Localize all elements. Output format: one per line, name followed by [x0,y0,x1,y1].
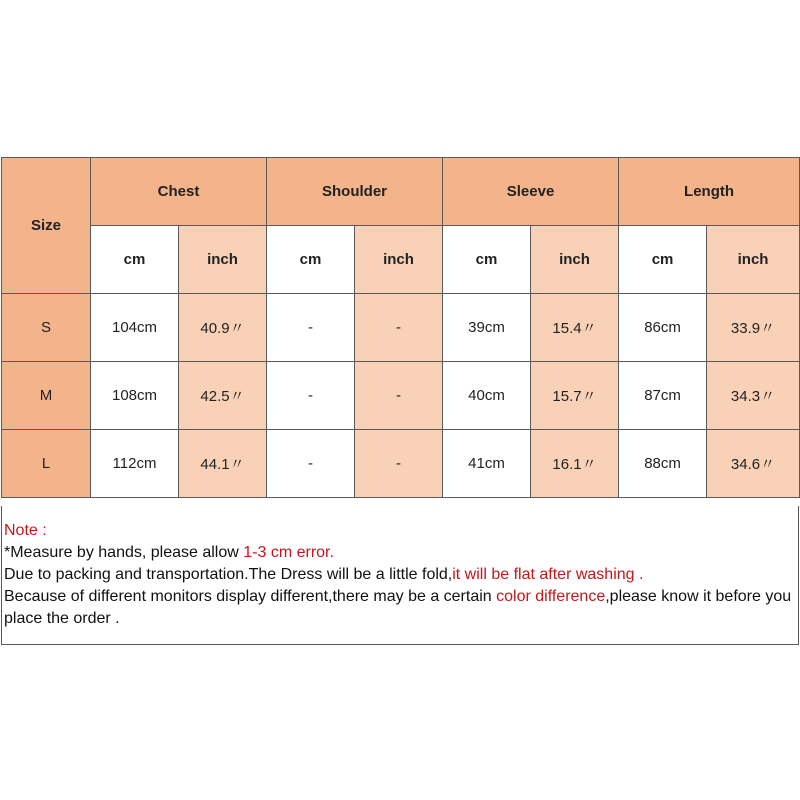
group-header-row [2,158,800,226]
table-row [2,430,800,498]
note-title-text: Note : [4,522,47,539]
note-highlight: it will be flat after washing . [452,566,644,583]
unit-header-row [2,226,800,294]
chest-cm-cell: 112cm [91,430,179,498]
length-cm-cell: 88cm [619,430,707,498]
chest-inch-cell: 42.5〃 [179,362,267,430]
sleeve-cm-cell: 40cm [443,362,531,430]
notes-box [1,506,799,645]
note-text: ,please know it before you place the order . [4,588,792,627]
note-line-measure [4,542,798,564]
chest-inch-cell: 40.9〃 [179,294,267,362]
unit-header-cm: cm [619,226,707,294]
unit-header-cm: cm [443,226,531,294]
unit-header-inch: inch [707,226,800,294]
size-label: M [2,362,91,430]
chest-cm-cell: 108cm [91,362,179,430]
chest-header: Chest [91,158,267,226]
sleeve-cm-cell: 41cm [443,430,531,498]
length-cm-cell: 86cm [619,294,707,362]
note-line-packing [4,564,798,586]
sleeve-inch-cell: 16.1〃 [531,430,619,498]
note-text: Due to packing and transportation.The Dress will be a little fold, [4,566,453,583]
size-chart-table [1,157,800,498]
note-line-monitor [4,586,798,630]
note-text: Because of different monitors display different,there may be a certain [4,588,497,605]
shoulder-inch-cell: - [355,362,443,430]
shoulder-cm-cell: - [267,294,355,362]
shoulder-inch-cell: - [355,294,443,362]
shoulder-cm-cell: - [267,430,355,498]
note-text: *Measure by hands, please allow [4,544,244,561]
note-highlight: color difference [496,588,606,605]
size-label: S [2,294,91,362]
size-label: L [2,430,91,498]
chest-cm-cell: 104cm [91,294,179,362]
length-header: Length [619,158,800,226]
note-title [4,520,798,542]
size-header: Size [2,158,91,294]
sleeve-inch-cell: 15.4〃 [531,294,619,362]
shoulder-cm-cell: - [267,362,355,430]
chest-inch-cell: 44.1〃 [179,430,267,498]
length-inch-cell: 34.3〃 [707,362,800,430]
unit-header-cm: cm [267,226,355,294]
shoulder-header: Shoulder [267,158,443,226]
length-inch-cell: 33.9〃 [707,294,800,362]
sleeve-header: Sleeve [443,158,619,226]
unit-header-inch: inch [355,226,443,294]
table-row [2,294,800,362]
sleeve-inch-cell: 15.7〃 [531,362,619,430]
unit-header-inch: inch [531,226,619,294]
note-highlight: 1-3 cm error. [243,544,334,561]
unit-header-inch: inch [179,226,267,294]
length-inch-cell: 34.6〃 [707,430,800,498]
shoulder-inch-cell: - [355,430,443,498]
table-row [2,362,800,430]
length-cm-cell: 87cm [619,362,707,430]
unit-header-cm: cm [91,226,179,294]
sleeve-cm-cell: 39cm [443,294,531,362]
